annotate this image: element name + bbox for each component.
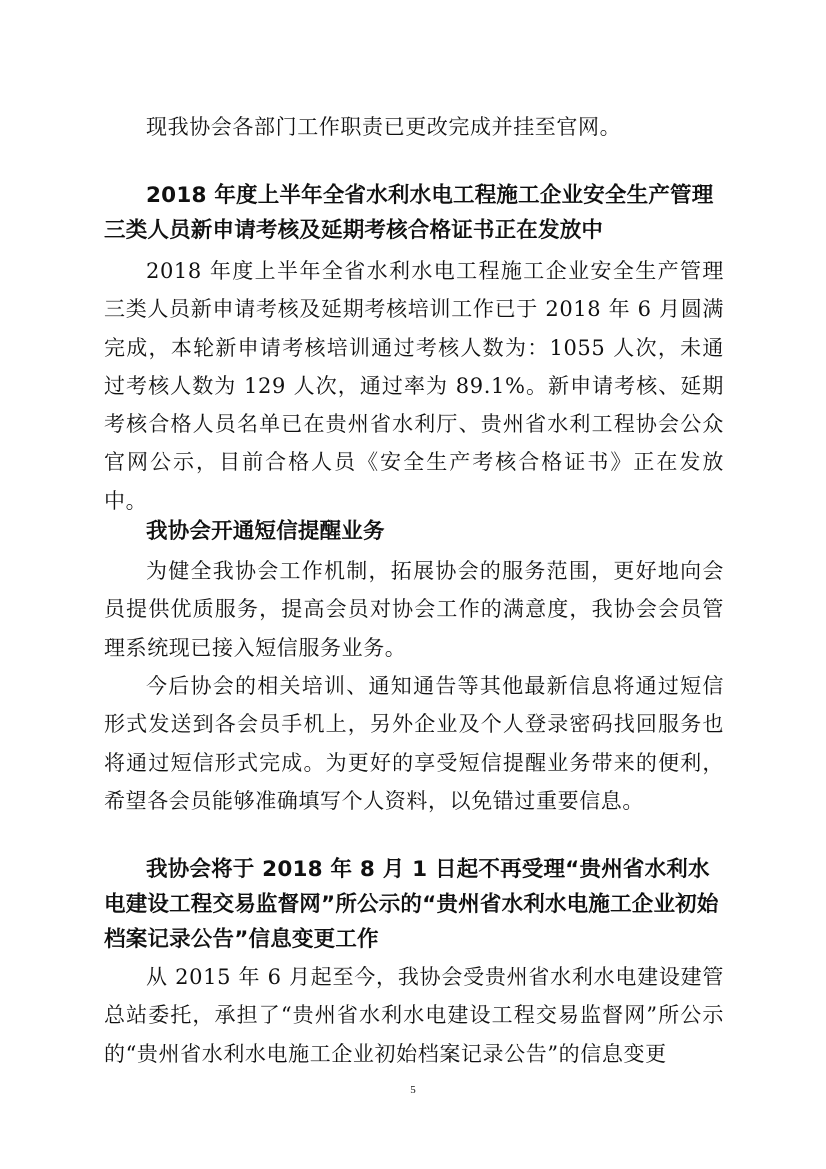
section-heading-certificates: 2018 年度上半年全省水利水电工程施工企业安全生产管理三类人员新申请考核及延期考核合格证书正在发放中	[104, 183, 714, 243]
intro-paragraph: 现我协会各部门工作职责已更改完成并挂至官网。	[146, 115, 622, 139]
page-number: 5	[410, 1084, 416, 1096]
section-body-archive-change: 从 2015 年 6 月起至今，我协会受贵州省水利水电建设建管总站委托，承担了“贵州省水利水电建设工程交易监督网”所公示的“贵州省水利水电施工企业初始档案记录公告”的信息变更	[104, 965, 724, 1066]
section-body-sms-1: 为健全我协会工作机制，拓展协会的服务范围，更好地向会员提供优质服务，提高会员对协会工作的满意度，我协会会员管理系统现已接入短信服务业务。	[104, 559, 724, 660]
section-heading-sms: 我协会开通短信提醒业务	[146, 519, 385, 544]
section-heading-archive-change: 我协会将于 2018 年 8 月 1 日起不再受理“贵州省水利水电建设工程交易监督网”所公示的“贵州省水利水电施工企业初始档案记录公告”信息变更工作	[104, 857, 719, 952]
section-body-sms-2: 今后协会的相关培训、通知通告等其他最新信息将通过短信形式发送到各会员手机上，另外企业及个人登录密码找回服务也将通过短信形式完成。为更好的享受短信提醒业务带来的便利，希望各会员能够准确填写个人资料，以免错过重要信息。	[104, 674, 724, 813]
section-body-certificates: 2018 年度上半年全省水利水电工程施工企业安全生产管理三类人员新申请考核及延期考核培训工作已于 2018 年 6 月圆满完成，本轮新申请考核培训通过考核人数为：1055 人次，未通过考核人数为 129 人次，通过率为 89.1%。新申请考核、延期考核合格人员名单已在贵州省水利厅、贵州省水利工程协会公众官网公示，目前合格人员《安全生产考核合格证书》正在发放中。	[104, 259, 724, 513]
